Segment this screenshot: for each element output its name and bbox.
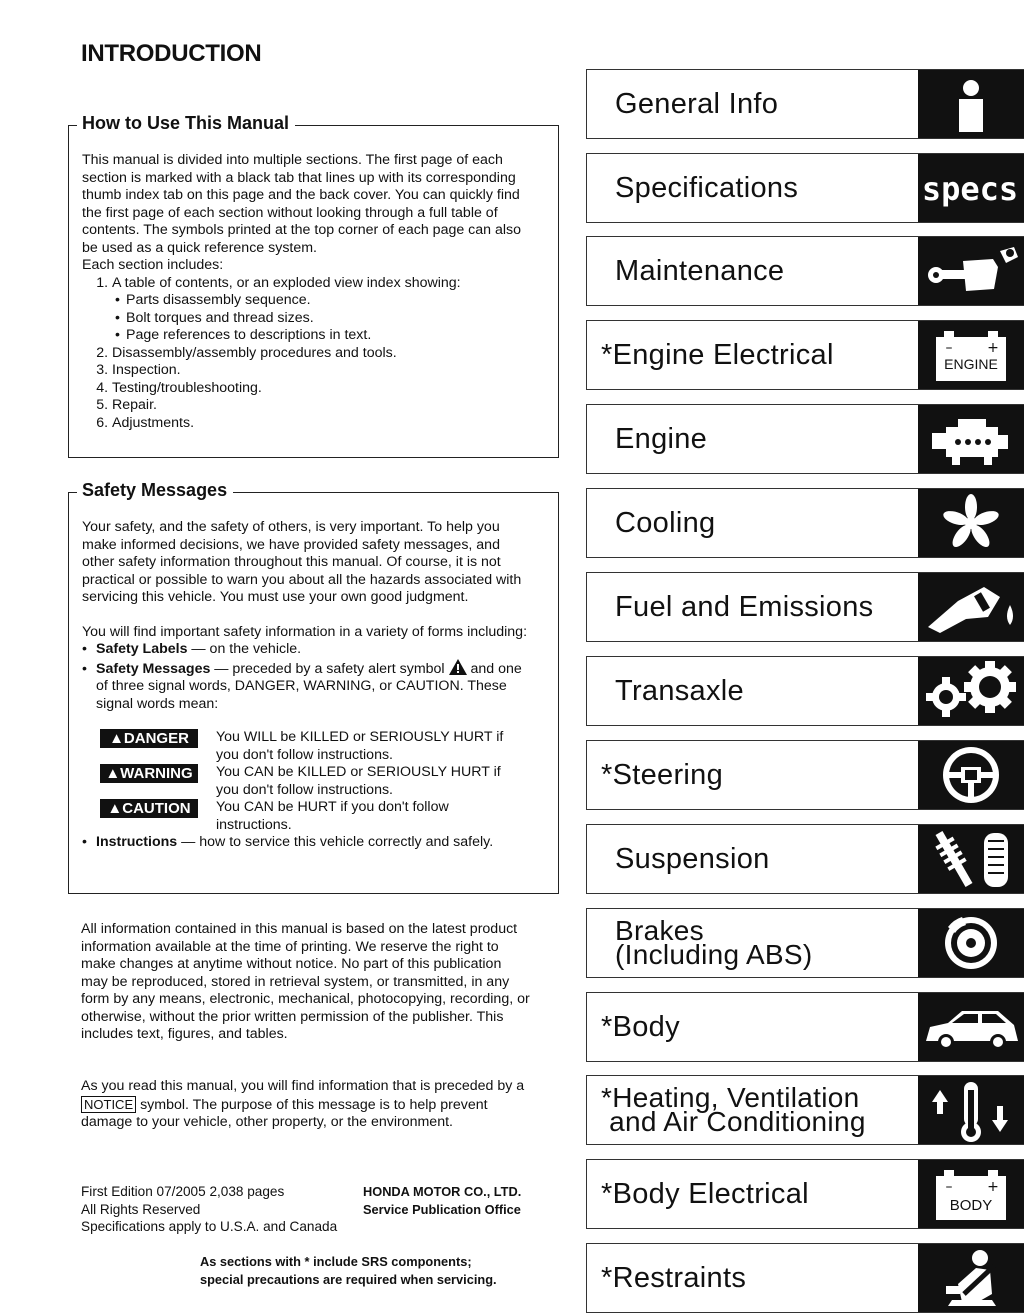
svg-text:+: + <box>987 1179 999 1195</box>
page-title: INTRODUCTION <box>81 40 262 67</box>
battery-engine-icon <box>918 321 1024 389</box>
tab-brakes-line2: (Including ABS) <box>615 939 813 970</box>
car-body-icon <box>918 993 1024 1061</box>
section-contents-list <box>82 275 532 433</box>
tab-brakes-line1: Brakes <box>615 915 704 946</box>
safety-para-1: Your safety, and the safety of others, is very important. To help you make informed decisions, we have provided safety messages, and other safety information throughout this manual. Of course, it is not practical or possible to warn you about all the hazards associated with servicing this vehicle. You must use your own good judgment. <box>82 519 522 605</box>
tab-hvac-line2: and Air Conditioning <box>601 1106 866 1137</box>
safety-messages-box <box>68 480 559 894</box>
notice-paragraph: As you read this manual, you will find information that is preceded by a NOTICE symbol. The purpose of this message is to help prevent damage to your vehicle, other property, or the environment. <box>81 1078 525 1130</box>
tab-maintenance[interactable]: Maintenance <box>586 236 1024 306</box>
legal-paragraph: All information contained in this manual is based on the latest product information available at the time of printing. We reserve the right to make changes at anytime without notice. No part of this publication may be reproduced, stored in retrieval system, or transmitted, in any form by any means, electronic, mechanical, photocopying, recording, or otherwise, without the prior written permission of the publisher. This includes text, figures, and tables. <box>81 921 530 1042</box>
warning-badge: ▲WARNING <box>100 764 198 783</box>
list-item: 6. Adjustments. <box>112 415 532 433</box>
svg-text:+: + <box>987 340 999 356</box>
danger-badge: ▲DANGER <box>100 729 198 748</box>
tab-suspension[interactable]: Suspension <box>586 824 1024 894</box>
list-item: • Safety Labels — on the vehicle. <box>96 641 534 659</box>
how-to-use-box <box>68 113 559 458</box>
list-item: • Bolt torques and thread sizes. <box>126 310 532 328</box>
svg-text:–: – <box>945 340 953 356</box>
info-icon <box>918 70 1024 138</box>
svg-text:specs: specs <box>921 170 1019 208</box>
fan-icon <box>918 489 1024 557</box>
safety-heading: Safety Messages <box>77 480 233 501</box>
caution-desc: You CAN be HURT if you don't follow instructions. <box>216 799 449 833</box>
warning-desc: You CAN be KILLED or SERIOUSLY HURT if you don't follow instructions. <box>216 764 501 798</box>
tab-cooling[interactable]: Cooling <box>586 488 1024 558</box>
list-item: • Page references to descriptions in text. <box>126 327 532 345</box>
list-item: 3. Inspection. <box>112 362 532 380</box>
tab-transaxle[interactable]: Transaxle <box>586 656 1024 726</box>
how-to-intro: This manual is divided into multiple sections. The first page of each section is marked with a black tab that lines up with its corresponding thumb index tab on this page and the back cover. You can quickly find the first page of each section without looking through a full table of contents. The symbols printed at the top corner of each page can also be used as a quick reference system. <box>82 152 522 256</box>
list-item: • Safety Messages — preceded by a safety alert symbol and one of three signal words, DANGER, WARNING, or CAUTION. These signal words mean: <box>96 659 534 714</box>
fuel-nozzle-icon <box>918 573 1024 641</box>
tab-hvac[interactable] <box>586 1075 1024 1145</box>
tab-brakes[interactable] <box>586 908 1024 978</box>
danger-desc: You WILL be KILLED or SERIOUSLY HURT if you don't follow instructions. <box>216 729 504 763</box>
list-item: • Instructions — how to service this vehicle correctly and safely. <box>96 834 534 852</box>
tab-engine-electrical[interactable]: *Engine Electrical ENGINE – + <box>586 320 1024 390</box>
tab-body-electrical[interactable]: *Body Electrical BODY – + <box>586 1159 1024 1229</box>
tab-hvac-line1: *Heating, Ventilation <box>601 1082 860 1113</box>
battery-body-icon <box>918 1160 1024 1228</box>
signal-row-danger <box>100 729 534 764</box>
seatbelt-icon <box>918 1244 1024 1312</box>
specs-icon <box>918 154 1024 222</box>
shock-tire-icon <box>918 825 1024 893</box>
edition-info: First Edition 07/2005 2,038 pages All Rights Reserved Specifications apply to U.S.A. and Canada <box>81 1184 338 1234</box>
list-item: 5. Repair. <box>112 397 532 415</box>
list-item: 1. A table of contents, or an exploded view index showing: • Parts disassembly sequence. • Bolt torques and thread sizes. • Page references to descriptions in text. <box>112 275 532 345</box>
brake-disc-icon <box>918 909 1024 977</box>
tab-engine[interactable]: Engine <box>586 404 1024 474</box>
tab-specifications[interactable]: Specifications specs <box>586 153 1024 223</box>
wrench-hand-icon <box>918 237 1024 305</box>
includes-lead: Each section includes: <box>82 257 224 273</box>
thermometer-icon <box>918 1076 1024 1144</box>
svg-text:BODY: BODY <box>949 1197 993 1214</box>
gears-icon <box>918 657 1024 725</box>
how-to-use-heading: How to Use This Manual <box>77 113 295 134</box>
safety-alert-icon <box>449 659 467 675</box>
notice-label: NOTICE <box>81 1096 136 1113</box>
signal-row-warning <box>100 764 534 799</box>
tab-restraints[interactable]: *Restraints <box>586 1243 1024 1313</box>
signal-row-caution <box>100 799 534 834</box>
tab-fuel-emissions[interactable]: Fuel and Emissions <box>586 572 1024 642</box>
tab-body[interactable]: *Body <box>586 992 1024 1062</box>
publisher-info: HONDA MOTOR CO., LTD. Service Publication Office <box>363 1184 522 1217</box>
svg-text:ENGINE: ENGINE <box>944 356 998 372</box>
svg-text:–: – <box>945 1179 953 1195</box>
caution-badge: ▲CAUTION <box>100 799 198 818</box>
tab-general-info[interactable]: General Info <box>586 69 1024 139</box>
srs-note: As sections with * include SRS components; special precautions are required when servicing. <box>200 1254 497 1287</box>
safety-para-2: You will find important safety information in a variety of forms including: <box>82 623 528 640</box>
list-item: 2. Disassembly/assembly procedures and tools. <box>112 345 532 363</box>
engine-icon <box>918 405 1024 473</box>
list-item: • Parts disassembly sequence. <box>126 292 532 310</box>
tab-steering[interactable]: *Steering <box>586 740 1024 810</box>
list-item: 4. Testing/troubleshooting. <box>112 380 532 398</box>
steering-wheel-icon <box>918 741 1024 809</box>
